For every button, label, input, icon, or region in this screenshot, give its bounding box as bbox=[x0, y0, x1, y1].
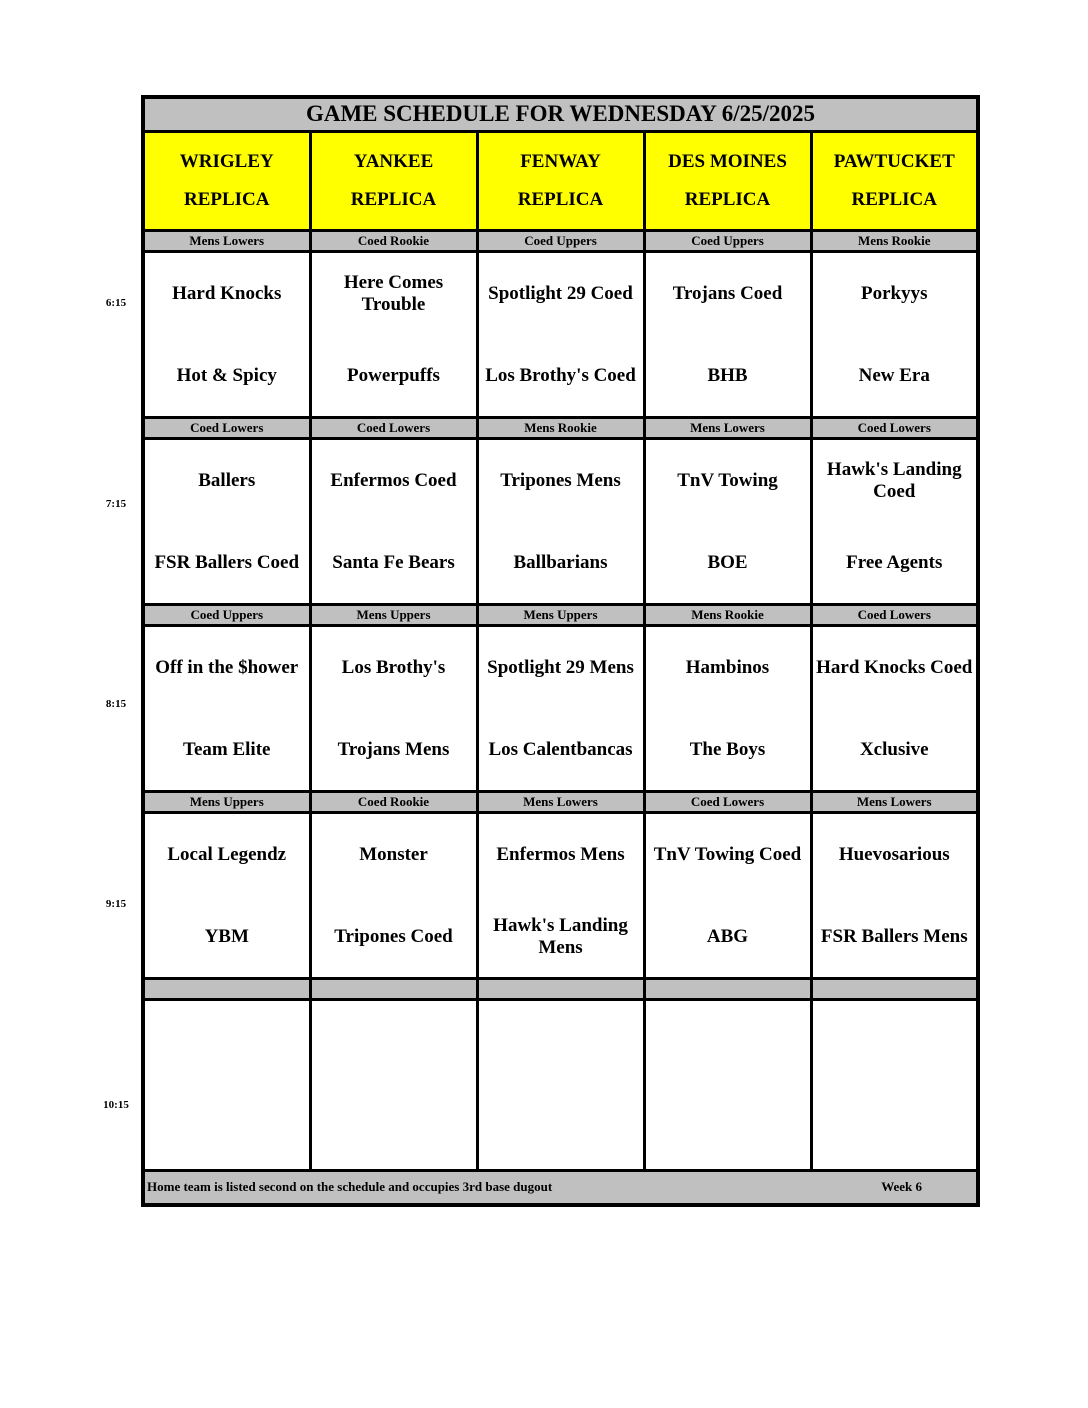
division-label: Coed Lowers bbox=[310, 418, 477, 439]
home-team: Ballbarians bbox=[477, 522, 644, 605]
home-team: Hawk's Landing Mens bbox=[477, 896, 644, 979]
game-schedule-table bbox=[141, 95, 980, 1207]
home-team: The Boys bbox=[644, 709, 811, 792]
home-team: BOE bbox=[644, 522, 811, 605]
home-team: Powerpuffs bbox=[310, 335, 477, 418]
division-label: Coed Uppers bbox=[477, 231, 644, 252]
schedule-footer bbox=[143, 1171, 978, 1206]
visiting-team: Tripones Mens bbox=[477, 439, 644, 523]
division-label: Mens Rookie bbox=[477, 418, 644, 439]
home-team-note: Home team is listed second on the schedule and occupies 3rd base dugout bbox=[147, 1179, 553, 1195]
field-header-fenway: FENWAY REPLICA bbox=[477, 132, 644, 231]
division-label: Mens Lowers bbox=[644, 418, 811, 439]
time-label-9-15: 9:15 bbox=[105, 898, 127, 910]
visiting-team: Enfermos Mens bbox=[477, 813, 644, 897]
visiting-team: Local Legendz bbox=[143, 813, 310, 897]
division-label-empty bbox=[644, 979, 811, 1000]
division-label: Mens Uppers bbox=[310, 605, 477, 626]
visiting-team: TnV Towing Coed bbox=[644, 813, 811, 897]
visiting-team: Porkyys bbox=[811, 252, 978, 336]
field-header-wrigley: WRIGLEY REPLICA bbox=[143, 132, 310, 231]
division-label: Mens Uppers bbox=[477, 605, 644, 626]
division-label: Coed Lowers bbox=[644, 792, 811, 813]
time-label-10-15: 10:15 bbox=[103, 1099, 129, 1111]
home-team: BHB bbox=[644, 335, 811, 418]
time-label-7-15: 7:15 bbox=[105, 498, 127, 510]
home-team: ABG bbox=[644, 896, 811, 979]
home-team: Hot & Spicy bbox=[143, 335, 310, 418]
visiting-team: Hawk's Landing Coed bbox=[811, 439, 978, 523]
division-label: Mens Lowers bbox=[143, 231, 310, 252]
division-label-empty bbox=[143, 979, 310, 1000]
division-label: Coed Uppers bbox=[143, 605, 310, 626]
visiting-team: Trojans Coed bbox=[644, 252, 811, 336]
visiting-team: Here Comes Trouble bbox=[310, 252, 477, 336]
visiting-team: Off in the $hower bbox=[143, 626, 310, 710]
division-label-empty bbox=[811, 979, 978, 1000]
division-label: Coed Rookie bbox=[310, 792, 477, 813]
field-header-yankee: YANKEE REPLICA bbox=[310, 132, 477, 231]
division-label: Coed Rookie bbox=[310, 231, 477, 252]
visiting-team: Los Brothy's bbox=[310, 626, 477, 710]
visiting-team: Hambinos bbox=[644, 626, 811, 710]
home-team: FSR Ballers Mens bbox=[811, 896, 978, 979]
time-label-8-15: 8:15 bbox=[105, 698, 127, 710]
home-team: Team Elite bbox=[143, 709, 310, 792]
division-label: Coed Lowers bbox=[811, 605, 978, 626]
field-header-des-moines: DES MOINES REPLICA bbox=[644, 132, 811, 231]
visiting-team: Hard Knocks bbox=[143, 252, 310, 336]
home-team: YBM bbox=[143, 896, 310, 979]
empty-game-cell bbox=[143, 1000, 310, 1171]
home-team: Los Brothy's Coed bbox=[477, 335, 644, 418]
home-team: Los Calentbancas bbox=[477, 709, 644, 792]
home-team: FSR Ballers Coed bbox=[143, 522, 310, 605]
visiting-team: Hard Knocks Coed bbox=[811, 626, 978, 710]
home-team: Free Agents bbox=[811, 522, 978, 605]
visiting-team: TnV Towing bbox=[644, 439, 811, 523]
visiting-team: Enfermos Coed bbox=[310, 439, 477, 523]
division-label: Mens Lowers bbox=[477, 792, 644, 813]
week-label: Week 6 bbox=[881, 1179, 922, 1195]
empty-game-cell bbox=[477, 1000, 644, 1171]
schedule-title: GAME SCHEDULE FOR WEDNESDAY 6/25/2025 bbox=[143, 97, 978, 132]
visiting-team: Monster bbox=[310, 813, 477, 897]
home-team: Trojans Mens bbox=[310, 709, 477, 792]
home-team: Xclusive bbox=[811, 709, 978, 792]
division-label-empty bbox=[477, 979, 644, 1000]
empty-game-cell bbox=[310, 1000, 477, 1171]
home-team: New Era bbox=[811, 335, 978, 418]
field-header-pawtucket: PAWTUCKET REPLICA bbox=[811, 132, 978, 231]
home-team: Santa Fe Bears bbox=[310, 522, 477, 605]
division-label: Mens Rookie bbox=[811, 231, 978, 252]
division-label-empty bbox=[310, 979, 477, 1000]
empty-game-cell bbox=[811, 1000, 978, 1171]
division-label: Mens Lowers bbox=[811, 792, 978, 813]
division-label: Mens Uppers bbox=[143, 792, 310, 813]
division-label: Mens Rookie bbox=[644, 605, 811, 626]
visiting-team: Ballers bbox=[143, 439, 310, 523]
visiting-team: Huevosarious bbox=[811, 813, 978, 897]
time-label-6-15: 6:15 bbox=[105, 297, 127, 309]
division-label: Coed Uppers bbox=[644, 231, 811, 252]
visiting-team: Spotlight 29 Mens bbox=[477, 626, 644, 710]
visiting-team: Spotlight 29 Coed bbox=[477, 252, 644, 336]
empty-game-cell bbox=[644, 1000, 811, 1171]
division-label: Coed Lowers bbox=[143, 418, 310, 439]
home-team: Tripones Coed bbox=[310, 896, 477, 979]
division-label: Coed Lowers bbox=[811, 418, 978, 439]
